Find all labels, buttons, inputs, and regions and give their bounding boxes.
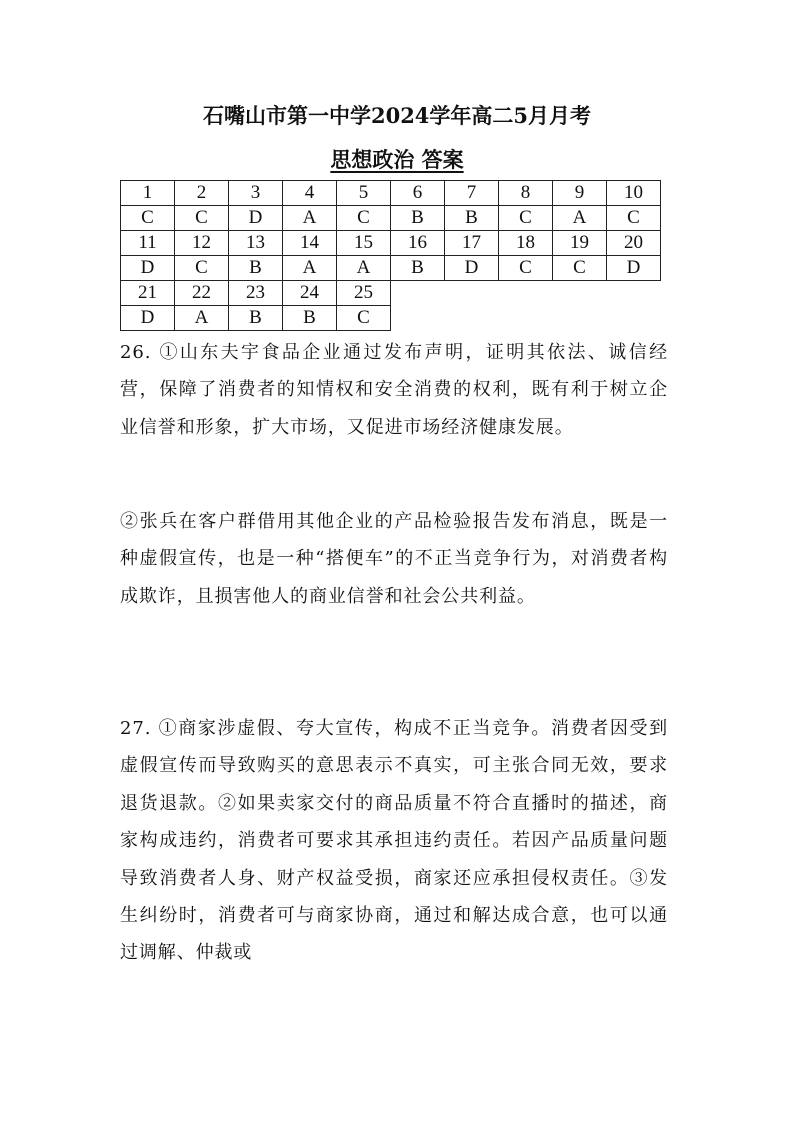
empty-cell	[445, 281, 499, 306]
question-number-cell: 14	[283, 231, 337, 256]
table-row	[121, 231, 661, 256]
empty-cell	[607, 306, 661, 331]
answer-cell: D	[121, 306, 175, 331]
answer-cell: A	[553, 206, 607, 231]
question-number-cell: 7	[445, 181, 499, 206]
answer-cell: B	[229, 306, 283, 331]
question-number-cell: 24	[283, 281, 337, 306]
answer-cell: C	[337, 306, 391, 331]
answer-cell: B	[229, 256, 283, 281]
table-row	[121, 306, 661, 331]
table-row	[121, 281, 661, 306]
answer-cell: D	[229, 206, 283, 231]
question-number-cell: 10	[607, 181, 661, 206]
question-number-cell: 12	[175, 231, 229, 256]
question-number-cell: 21	[121, 281, 175, 306]
answer-key-table	[120, 180, 661, 331]
answer-cell: A	[337, 256, 391, 281]
question-number-cell: 16	[391, 231, 445, 256]
answer-cell: A	[283, 256, 337, 281]
answer-cell: B	[445, 206, 499, 231]
question-number-cell: 23	[229, 281, 283, 306]
answer-26-part-1: 26. ①山东夫宇食品企业通过发布声明，证明其依法、诚信经营，保障了消费者的知情权和安全消费的权利，既有利于树立企业信誉和形象，扩大市场，又促进市场经济健康发展。	[120, 342, 668, 438]
question-number-cell: 8	[499, 181, 553, 206]
empty-cell	[607, 281, 661, 306]
answer-cell: C	[499, 206, 553, 231]
empty-cell	[499, 281, 553, 306]
empty-cell	[553, 306, 607, 331]
question-number-cell: 3	[229, 181, 283, 206]
answer-cell: C	[553, 256, 607, 281]
table-row	[121, 181, 661, 206]
question-number-cell: 6	[391, 181, 445, 206]
answer-cell: C	[175, 206, 229, 231]
answer-26-part-2: ②张兵在客户群借用其他企业的产品检验报告发布消息，既是一种虚假宣传，也是一种“搭便车”的不正当竞争行为，对消费者构成欺诈，且损害他人的商业信誉和社会公共利益。	[120, 511, 668, 607]
empty-cell	[499, 306, 553, 331]
page-title: 石嘴山市第一中学2024学年高二5月月考	[202, 103, 592, 128]
table-row	[121, 206, 661, 231]
answer-cell: B	[391, 206, 445, 231]
question-number-cell: 22	[175, 281, 229, 306]
answer-cell: C	[499, 256, 553, 281]
answer-cell: C	[121, 206, 175, 231]
answer-cell: D	[607, 256, 661, 281]
question-number-cell: 18	[499, 231, 553, 256]
question-number-cell: 25	[337, 281, 391, 306]
question-number-cell: 4	[283, 181, 337, 206]
question-number-cell: 9	[553, 181, 607, 206]
empty-cell	[391, 281, 445, 306]
empty-cell	[445, 306, 499, 331]
answer-cell: B	[391, 256, 445, 281]
answer-cell: C	[337, 206, 391, 231]
answer-cell: B	[283, 306, 337, 331]
question-number-cell: 20	[607, 231, 661, 256]
answer-cell: C	[607, 206, 661, 231]
empty-cell	[391, 306, 445, 331]
answer-cell: A	[175, 306, 229, 331]
empty-cell	[553, 281, 607, 306]
question-number-cell: 15	[337, 231, 391, 256]
question-number-cell: 5	[337, 181, 391, 206]
question-number-cell: 2	[175, 181, 229, 206]
table-row	[121, 256, 661, 281]
answer-cell: A	[283, 206, 337, 231]
answer-cell: D	[445, 256, 499, 281]
page-subtitle	[0, 144, 794, 174]
answer-cell: C	[175, 256, 229, 281]
question-number-cell: 13	[229, 231, 283, 256]
answer-27: 27. ①商家涉虚假、夸大宣传，构成不正当竞争。消费者因受到虚假宣传而导致购买的意思表示不真实，可主张合同无效，要求退货退款。②如果卖家交付的商品质量不符合直播时的描述，商家构成违约，消费者可要求其承担违约责任。若因产品质量问题导致消费者人身、财产权益受损，商家还应承担侵权责任。③发生纠纷时，消费者可与商家协商，通过和解达成合意，也可以通过调解、仲裁或	[120, 718, 668, 964]
question-number-cell: 19	[553, 231, 607, 256]
answer-cell: D	[121, 256, 175, 281]
question-number-cell: 11	[121, 231, 175, 256]
subtitle-text: 思想政治 答案	[330, 147, 464, 172]
question-number-cell: 1	[121, 181, 175, 206]
question-number-cell: 17	[445, 231, 499, 256]
